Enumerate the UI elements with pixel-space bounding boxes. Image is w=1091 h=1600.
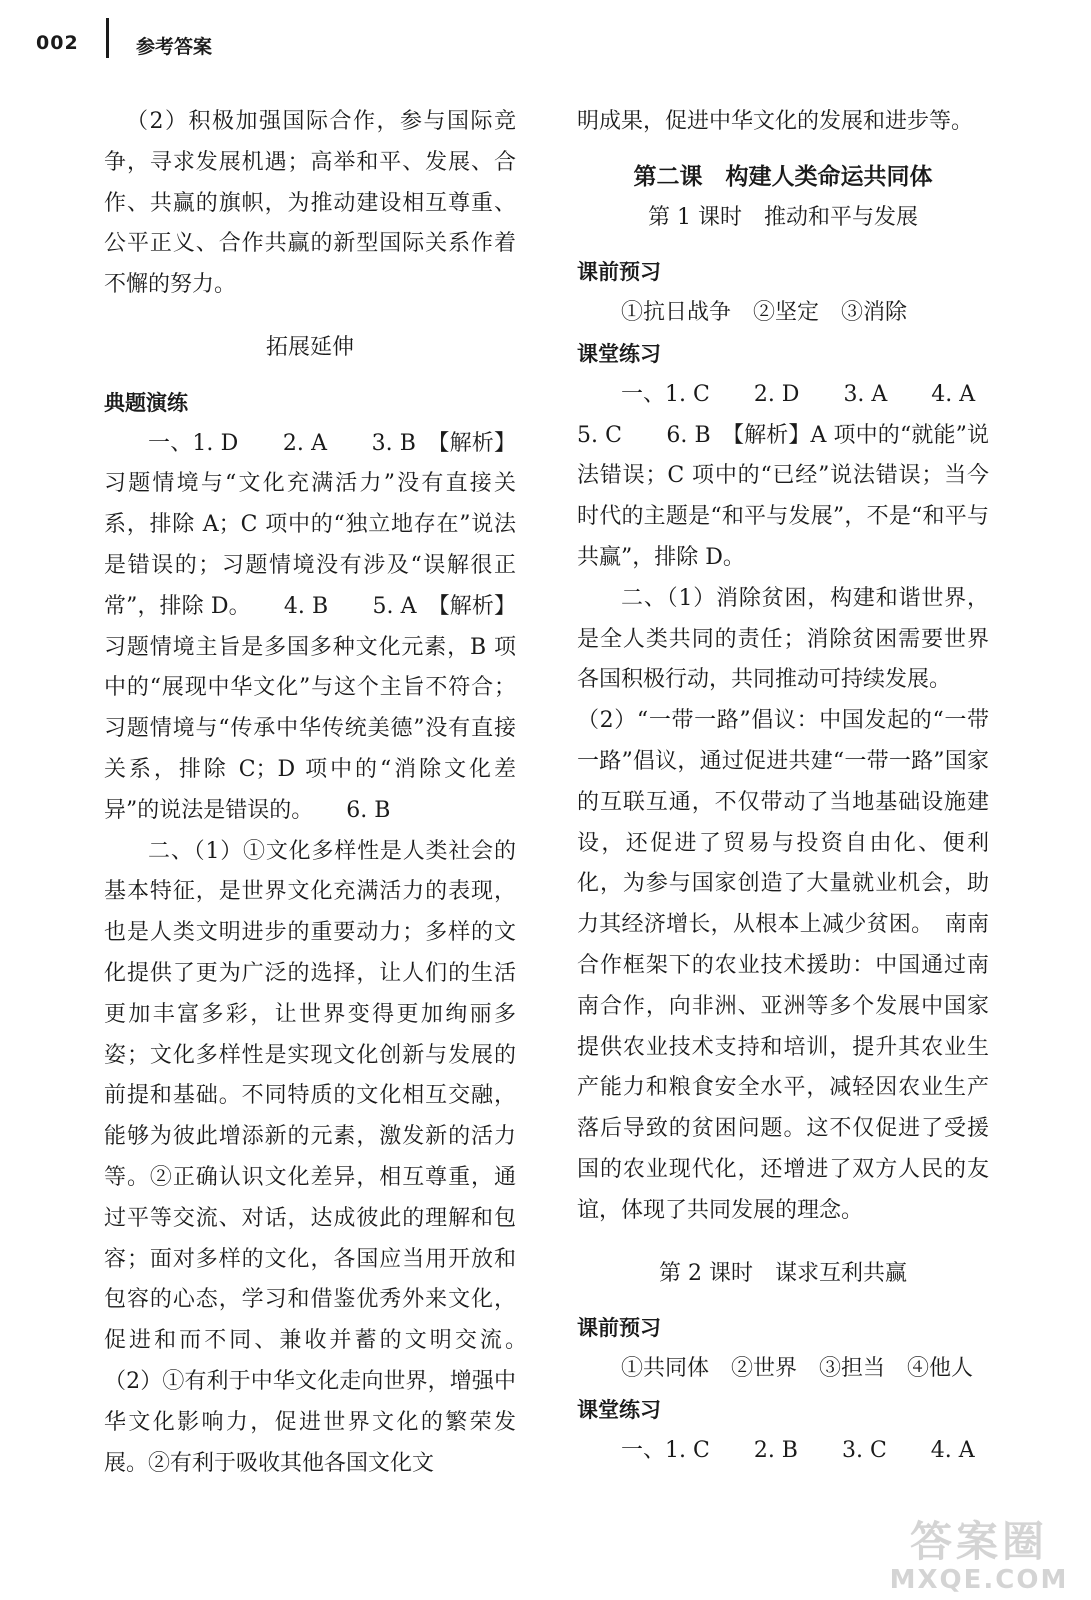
- answer-paragraph: （2）积极加强国际合作，参与国际竞争，寻求发展机遇；高举和平、发展、合作、共赢的旗帜，为推动建设相互尊重、公平正义、合作共赢的新型国际关系作着不懈的努力。: [104, 109, 516, 298]
- subheading: 课前预习: [577, 260, 661, 285]
- watermark-text: 答案圈: [909, 1517, 1048, 1566]
- page-header: [30, 18, 630, 68]
- answer-line: ①抗日战争 ②坚定 ③消除: [621, 300, 908, 326]
- watermark-url: MXQE.COM: [889, 1565, 1069, 1595]
- subheading: 课堂练习: [577, 1397, 661, 1422]
- running-title: 参考答案: [136, 36, 213, 58]
- right-column: [577, 102, 989, 1472]
- answer-line: 一、1. C 2. D 3. A 4. A: [621, 381, 976, 407]
- answer-paragraph: 二、（1）①文化多样性是人类社会的基本特征，是世界文化充满活力的表现，也是人类文明进步的重要动力；多样的文化提供了更为广泛的选择，让人们的生活更加丰富多彩，让世界变得更加绚丽多姿；文化多样性是实现文化创新与发展的前提和基础。不同特质的文化相互交融，能够为彼此增添新的元素，激发新的活力等。②正确认识文化差异，相互尊重，通过平等交流、对话，达成彼此的理解和包容；面对多样的文化，各国应当用开放和包容的心态，学习和借鉴优秀外来文化，促进和而不同、兼收并蓄的文明交流。 （2）①有利于中华文化走向世界，增强中华文化影响力，促进世界文化的繁荣发展。②有利于吸收其他各国文化文: [104, 838, 539, 1476]
- answer-paragraph: 二、（1）消除贫困，构建和谐世界，是全人类共同的责任；消除贫困需要世界各国积极行动，共同推动可持续发展。: [577, 585, 989, 693]
- answer-paragraph: 一、1. D 2. A 3. B 【解析】习题情境与“文化充满活力”没有直接关系，排除 A；C 项中的“独立地存在”说法是错误的；习题情境没有涉及“误解很正常”，排除 D。 4. B 5. A 【解析】习题情境主旨是多国多种文化元素，B 项中的“展现中华文化”与这个主旨不符合；习题情境与“传承中华传统美德”没有直接关系，排除 C；D 项中的“消除文化差异”的说法是错误的。 6. B: [104, 430, 516, 823]
- answer-paragraph: 明成果，促进中华文化的发展和进步等。: [577, 109, 974, 134]
- lesson-title: 第二课 构建人类命运共同体: [633, 163, 933, 190]
- watermark-logo: [889, 1518, 1069, 1594]
- answer-line: 一、1. C 2. B 3. C 4. A: [621, 1437, 975, 1463]
- left-column: [104, 102, 539, 1484]
- subheading: 课前预习: [577, 1316, 661, 1341]
- header-divider: [106, 18, 109, 58]
- section-title: 拓展延伸: [265, 334, 354, 360]
- answer-paragraph: （2）“一带一路”倡议：中国发起的“一带一路”倡议，通过促进共建“一带一路”国家的互联互通，不仅带动了当地基础设施建设，还促进了贸易与投资自由化、便利化，为参与国家创造了大量就业机会，助力其经济增长，从根本上减少贫困。 南南合作框架下的农业技术援助：中国通过南南合作，向非洲、亚洲等多个发展中国家提供农业技术支持和培训，提升其农业生产能力和粮食安全水平，减轻因农业生产落后导致的贫困问题。这不仅促进了受援国的农业现代化，还增进了双方人民的友谊，体现了共同发展的理念。: [577, 708, 989, 1223]
- period-title: 第 2 课时 谋求互利共赢: [659, 1260, 907, 1286]
- answer-paragraph: 5. C 6. B 【解析】A 项中的“就能”说法错误；C 项中的“已经”说法错误；当今时代的主题是“和平与发展”，不是“和平与共赢”，排除 D。: [577, 422, 989, 570]
- period-title: 第 1 课时 推动和平与发展: [648, 204, 918, 230]
- page-number: 002: [36, 32, 79, 54]
- answer-line: ①共同体 ②世界 ③担当 ④他人: [621, 1356, 974, 1382]
- subheading: 典题演练: [104, 390, 188, 415]
- subheading: 课堂练习: [577, 341, 661, 366]
